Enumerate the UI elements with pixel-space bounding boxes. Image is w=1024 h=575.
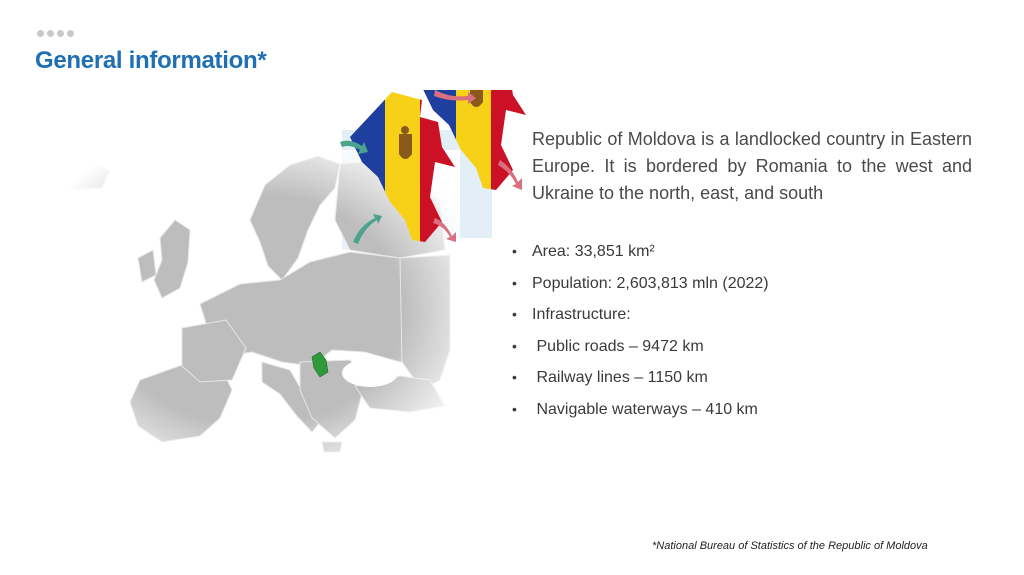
list-item xyxy=(512,331,769,363)
bullet-icon: • xyxy=(512,274,517,291)
decorative-dots xyxy=(37,30,74,37)
source-footnote: *National Bureau of Statistics of the Republic of Moldova xyxy=(652,540,928,552)
bullet-icon: • xyxy=(512,243,517,259)
bullet-icon: • xyxy=(512,369,517,385)
facts-list xyxy=(512,236,769,425)
list-item xyxy=(512,299,769,331)
fact-area: Area: 33,851 km² xyxy=(532,243,655,260)
page-title: General information* xyxy=(35,47,267,74)
dot xyxy=(47,30,54,37)
fact-infrastructure: Infrastructure: xyxy=(532,306,631,323)
europe-map-illustration xyxy=(50,90,550,470)
list-item xyxy=(512,236,769,268)
bullet-icon: • xyxy=(512,400,517,417)
list-item xyxy=(512,268,769,300)
fact-railway-lines: Railway lines – 1150 km xyxy=(532,369,708,386)
dot xyxy=(67,30,74,37)
bullet-icon: • xyxy=(512,337,517,354)
fact-navigable-waterways: Navigable waterways – 410 km xyxy=(532,400,758,418)
intro-paragraph: Republic of Moldova is a landlocked country in Eastern Europe. It is bordered by Romania to the west and Ukraine to the north, east, and south xyxy=(532,129,972,203)
dot xyxy=(57,30,64,37)
bullet-icon: • xyxy=(512,306,517,322)
list-item xyxy=(512,362,769,394)
list-item xyxy=(512,394,769,426)
dot xyxy=(37,30,44,37)
fact-public-roads: Public roads – 9472 km xyxy=(532,337,704,355)
fact-population: Population: 2,603,813 mln (2022) xyxy=(532,274,769,292)
